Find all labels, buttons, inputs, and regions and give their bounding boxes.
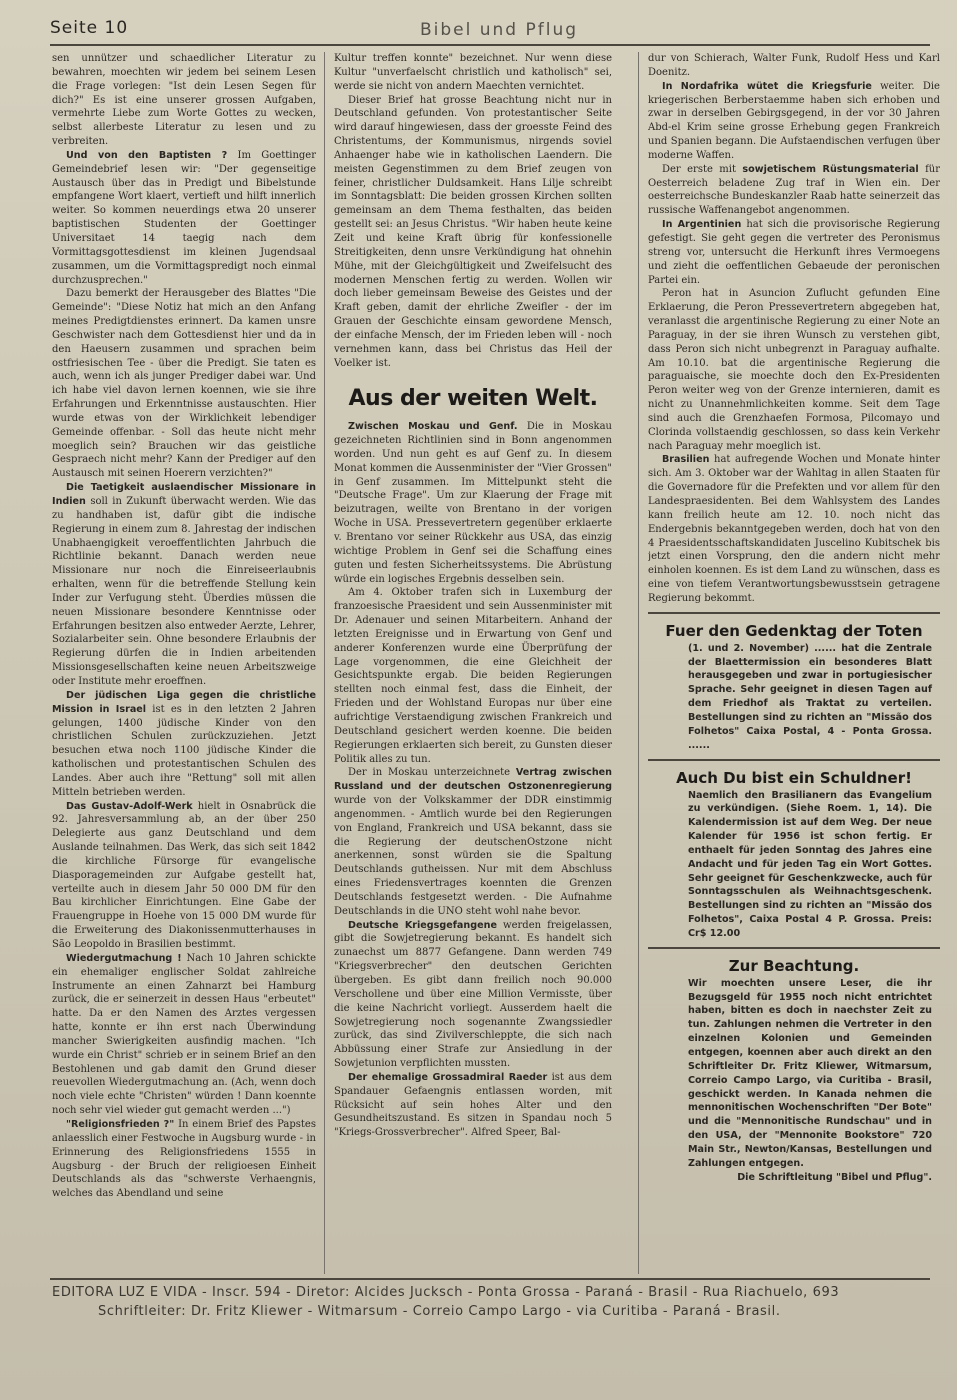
- newspaper-title: Bibel und Pflug: [420, 20, 579, 40]
- article-paragraph: Peron hat in Asuncion Zuflucht gefunden Eine Erklaerung, die Peron Pressevertretern abgegeben hat, veranlasst die argentinische Regierung zu einer Note an Paraguay, in der sie ihren Wunsch zu verstehen gibt, dass Peron sich nicht unbegrenzt in Paraguay aufhalte. Am 10.10. bat die argentinische Regierung die paraguaische, sie moechte doch den Ex-Presidenten Peron weiter weg von der Grenze internieren, damit es nicht zu Unannehmlichkeiten komme. Seit dem Tage sind auch die Grenzhaefen Formosa, Pilcomayo und Clorinda vollstaendig geschlossen, so dass kein Verkehr nach Paraguay mehr moeglich ist.: [648, 288, 940, 452]
- article-heading: "Religionsfrieden ?": [66, 1118, 175, 1130]
- article-heading: Zwischen Moskau und Genf.: [348, 421, 518, 433]
- article-heading: Brasilien: [662, 454, 710, 466]
- article-paragraph: "Religionsfrieden ?" In einem Brief des Papstes anlaesslich einer Festwoche in Augsburg wurde - in Erinnerung des Religionsfriedens 1555 in Augsburg - der Bruch der religioesen Einheit Deutschlands als das "schwerste Verhaengnis, welches das Abendland und seine: [52, 1118, 316, 1200]
- header-rule: [50, 44, 930, 46]
- article-heading: In Nordafrika wütet die Kriegsfurie: [662, 80, 872, 92]
- notice-body: Wir moechten unsere Leser, die ihr Bezugsgeld für 1955 noch nicht entrichtet haben, bitten es doch in naechster Zeit zu tun. Zahlungen nehmen die Vertreter in den einzelnen Kolonien und Gemeinden entgegen, koennen aber auch direkt an den Schriftleiter Dr. Fritz Kliewer, Witmarsum, Correio Campo Largo, via Curitiba - Brasil, geschickt werden. In Kanada nehmen die mennonitischen Wochenschriften "Der Bote" und die "Mennonitische Rundschau" und in den USA, der "Mennonite Bookstore" 720 Main Str., Newton/Kansas, Bestellungen und Zahlungen entgegen.: [688, 977, 932, 1169]
- box-rule: [648, 612, 940, 614]
- notice-body: (1. und 2. November) ...... hat die Zentrale der Blaettermission ein besonderes Blatt herausgegeben und zwar in portugiesischer Sprache. Sehr geeignet in diesen Tagen auf dem Friedhof als Traktat zu verteilen. Bestellungen sind zu richten an "Missão dos Folhetos" Caixa Postal, 4 - Ponta Grossa. ......: [688, 642, 932, 751]
- article-heading: Der ehemalige Grossadmiral Raeder: [348, 1071, 548, 1083]
- article-paragraph: Und von den Baptisten ? Im Goettinger Gemeindebrief lesen wir: "Der gegenseitige Austausch über das in Predigt und Bibelstunde empfangene Wort klaert, vertieft und hilft innerlich weiter. So kommen neuerdings etwa 20 unserer baptistischen Studenten der Goettinger Universitaet 14 taegig nach dem Vormittagsgottesdienst im kleinen Jugendsaal zusammen, um die Vormittagspredigt noch einmal durchzusprechen.": [52, 149, 316, 286]
- article-paragraph: Zwischen Moskau und Genf. Die in Moskau gezeichneten Richtlinien sind in Bonn angenommen worden. Und nun geht es auf Genf zu. In diesem Monat kommen die Aussenminister der "Vier Grossen" in Genf zusammen. Im Mittelpunkt steht die "Deutsche Frage". Um zur Klaerung der Frage mit beizutragen, weilte von Brentano in der vorigen Woche in USA. Pressevertretern gegenüber erklaerte v. Brentano vor seiner Rückkehr aus USA, das einzig wichtige Problem in Genf sei die Schaffung eines guten und festen Sicherheitssystems. Die Abrüstung würde ein logisches Ergebnis desselben sein.: [334, 421, 612, 585]
- notice-title: Zur Beachtung.: [728, 956, 860, 975]
- article-heading: Und von den Baptisten ?: [66, 149, 228, 161]
- article-paragraph: Am 4. Oktober trafen sich in Luxemburg der franzoesische Praesident und sein Aussenminister mit Dr. Adenauer und seinen Mitarbeitern. Anhand der letzten Ereignisse und in Erwartung von Genf und anderer Konferenzen wurde eine Überprüfung der Lage vorgenommen, die eine Gleichheit der Gesichtspunkte ergab. Die beiden Regierungen stellten noch einmal fest, dass die Einheit, der Frieden und der Wohlstand Europas nur über eine aufrichtige Verstaendigung zwischen Frankreich und Deutschland gesichert werden koenne. Die beiden Regierungen erklaerten sich bereit, zu Gunsten dieser Politik alles zu tun.: [334, 587, 612, 765]
- notice-title: Auch Du bist ein Schuldner!: [676, 768, 912, 787]
- article-heading: sowjetischem Rüstungsmaterial: [742, 163, 919, 175]
- notice-box-gedenktag: [648, 622, 940, 753]
- page-number: Seite 10: [50, 18, 129, 38]
- article-paragraph: Brasilien hat aufregende Wochen und Monate hinter sich. Am 3. Oktober war der Wahltag in allen Staaten für die Governadore für die Prefekten und vor allem für den Landespraesidenten. Bei dem Wahlsystem des Landes kann freilich heute am 12. 10. noch nicht das Endergebnis bekanntgegeben werden, doch hat von den 4 Praesidentsschaftskandidaten Juscelino Kubitschek bis jetzt einen Vorsprung, den die andern nicht mehr einholen koennen. Es ist dem Land zu wünschen, dass es eine von tiefem Verantwortungsbewusstsein getragene Regierung bekommt.: [648, 454, 940, 604]
- article-heading: Das Gustav-Adolf-Werk: [66, 800, 193, 812]
- footer-publisher: EDITORA LUZ E VIDA - Inscr. 594 - Diretor: Alcides Jucksch - Ponta Grossa - Paraná - Brasil - Rua Riachuelo, 693: [52, 1285, 840, 1300]
- article-paragraph: Dieser Brief hat grosse Beachtung nicht nur in Deutschland gefunden. Von protestantischer Seite wird darauf hingewiesen, dass der groesste Feind des Christentums, der Kommunismus, nirgends soviel Anhaenger habe wie in katholischen Laendern. Die meisten Gegenstimmen zu dem Brief zeugen von feiner, christlicher Duldsamkeit. Hans Lilje schreibt im Sonntagsblatt: Die beiden grossen Kirchen sollten gemeinsam an dem Thema festhalten, das beiden gestellt sei: an Jesus Christus. "Wir haben heute keine Zeit und keine Kraft übrig für konfessionelle Streitigkeiten, denn unsre Verkündigung hat ohnehin Mühe, mit der Gleichgültigkeit und Zweifelsucht des modernen Menschen fertig zu werden. Wollen wir doch lieber gemeinsam Beweise des Geistes und der Kraft geben, damit der ehrliche Zweifler - der im Grauen der Geschichte einsam gewordene Mensch, der einfache Mensch, der im Frieden leben will - noch vernehmen kann, dass bei Christus das Heil der Voelker ist.: [334, 94, 612, 369]
- article-heading: Der jüdischen Liga gegen die christliche Mission in Israel: [52, 689, 316, 715]
- notice-body: Naemlich den Brasilianern das Evangelium zu verkündigen. (Siehe Roem. 1, 14). Die Kalendermission ist auf dem Weg. Der neue Kalender für 1956 ist schon fertig. Er enthaelt für jeden Sonntag des Jahres eine Andacht und für jeden Tag ein Wort Gottes. Sehr geeignet für Geschenkzwecke, auch für Sonntagsschulen als Weihnachtsgeschenk. Bestellungen sind zu richten an "Missão dos Folhetos", Caixa Postal 4 P. Grossa. Preis: Cr$ 12.00: [688, 789, 932, 939]
- column-2: [334, 52, 612, 1278]
- box-rule: [648, 947, 940, 949]
- column-1: [52, 52, 316, 1278]
- article-paragraph: Der jüdischen Liga gegen die christliche Mission in Israel ist es in den letzten 2 Jahren gelungen, 1400 jüdische Kinder von den christlichen Schulen zurückzuziehen. Jetzt besuchen etwa noch 1100 jüdische Kinder die katholischen und protestantischen Schulen des Landes. Aber auch ihre "Rettung" soll mit allen Mitteln betrieben werden.: [52, 689, 316, 798]
- article-paragraph: Kultur treffen konnte" bezeichnet. Nur wenn diese Kultur "unverfaelscht christlich und katholisch" sei, werde sie nicht von andern Maechten vernichtet.: [334, 53, 612, 92]
- article-paragraph: Der ehemalige Grossadmiral Raeder ist aus dem Spandauer Gefaengnis entlassen worden, mit Rücksicht auf sein hohes Alter und den Gesundheitszustand. Es sitzen in Spandau noch 5 "Kriegs-Grossverbrecher". Alfred Speer, Bal-: [334, 1071, 612, 1139]
- article-paragraph: dur von Schierach, Walter Funk, Rudolf Hess und Karl Doenitz.: [648, 53, 940, 78]
- article-paragraph: Die Taetigkeit auslaendischer Missionare in Indien soll in Zukunft überwacht werden. Wie das zu handhaben ist, dafür gibt die indische Regierung in einem zum 8. Jahrestag der indischen Unabhaengigkeit veroeffentlichten Jahrbuch die Richtlinie bekannt. Danach werden neue Missionare nur noch die Einreiseerlaubnis erhalten, wenn für die betreffende Stellung kein Inder zur Verfugung steht. Überdies müssen die neuen Missionare besondere Kenntnisse oder Erfahrungen besitzen also entweder Aerzte, Lehrer, Sozialarbeiter sein. Ohne besondere Erlaubnis der Regierung dürfen die in Indien arbeitenden Missionsgesellschaften keine neuen Arbeitszweige oder Institute mehr eroeffnen.: [52, 482, 316, 687]
- article-heading: Die Taetigkeit auslaendischer Missionare in Indien: [52, 482, 316, 507]
- article-paragraph: In Argentinien hat sich die provisorische Regierung gefestigt. Sie geht gegen die vertreter des Peronismus streng vor, untersucht die Herkunft ihres Vermoegens und zieht die oeffentlichen Gebaeude der peronischen Partei ein.: [648, 219, 940, 286]
- article-heading: Wiedergutmachung !: [66, 952, 182, 964]
- notice-title: Fuer den Gedenktag der Toten: [665, 621, 923, 640]
- article-paragraph: Dazu bemerkt der Herausgeber des Blattes "Die Gemeinde": "Diese Notiz hat mich an den Anfang meines Predigtdienstes erinnert. Da kamen unsre Geschwister nach dem Gottesdienst hier und da in den Haeusern zusammen und sprachen beim ostfriesischen Tee - über die Predigt. Sie taten es auch, wenn ich als junger Prediger dabei war. Und ich habe viel davon lernen koennen, wie sie ihre Erfahrungen und Erkenntnisse austauschten. Hier wurde etwas von der Wirklichkeit lebendiger Gemeinde offenbar. - Soll das heute nicht mehr moeglich sein? Brauchen wir das geistliche Gespraech nicht mehr? Kann der Prediger auf den Austausch mit seinen Hoerern verzichten?": [52, 288, 316, 480]
- footer-editor: Schriftleiter: Dr. Fritz Kliewer - Witmarsum - Correio Campo Largo - via Curitiba - Paraná - Brasil.: [98, 1304, 781, 1319]
- article-paragraph: Der erste mit sowjetischem Rüstungsmaterial für Oesterreich beladene Zug traf in Wien ein. Der oesterreichsche Bundeskanzler Raab hatte seinerzeit das russische Waffenangebot angenommen.: [648, 163, 940, 217]
- article-paragraph: Wiedergutmachung ! Nach 10 Jahren schickte ein ehemaliger englischer Soldat zahlreiche Instrumente an einen Zahnarzt bei Hamburg zurück, die er seinerzeit in dessen Haus "erbeutet" hatte. Da er den Namen des Arztes vergessen hatte, konnte er ihn erst nach Überwindung mancher Swierigkeiten ausfindig machen. "Ich wurde ein Christ" schrieb er in seinem Brief an den Bestohlenen und gab damit den Grund dieser reuevollen Wiedergutmachung an. (Ach, wenn doch noch viele echte "Christen" würden ! Dann koennte noch sehr viel wieder gut gemacht werden ..."): [52, 952, 316, 1117]
- article-paragraph: Deutsche Kriegsgefangene werden freigelassen, gibt die Sowjetregierung bekannt. Es handelt sich zunaechst um 8877 Gefangene. Dann werden 749 "Kriegsverbrecher" den deutschen Gerichten übergeben. Es gibt dann freilich noch 90.000 Verschollene und über eine Million Vermisste, über die keine Nachricht vorliegt. Ausserdem haelt die Sowjetregierung noch sogenannte Zwangssiedler zurück, das sind Zivilverschleppte, die sich nach Abbüssung einer Strafe zur Ansiedlung in der Sowjetunion verpflichten mussten.: [334, 919, 612, 1070]
- article-paragraph: In Nordafrika wütet die Kriegsfurie weiter. Die kriegerischen Berberstaemme haben sich erhoben und zwar in derselben Gebirgsgegend, in der vor 30 Jahren Abd-el Krim seine grosse Erhebung gegen Frankreich und Spanien begann. Die Aufstaendischen verfugen über moderne Waffen.: [648, 80, 940, 161]
- article-heading: In Argentinien: [662, 219, 742, 231]
- article-paragraph: sen unnützer und schaedlicher Literatur zu bewahren, moechten wir jedem bei seinem Lesen die Frage vorlegen: "Ist dein Lesen Segen für dich?" Es ist eine unserer grossen Aufgaben, vermehrte Liebe zum Worte Gottes zu wecken, selbst allerbeste Literatur zu lesen und zu verbreiten.: [52, 53, 316, 148]
- box-rule: [648, 759, 940, 761]
- notice-box-schuldner: [648, 769, 940, 941]
- section-title: Aus der weiten Welt.: [348, 386, 598, 412]
- article-paragraph: Der in Moskau unterzeichnete Vertrag zwischen Russland und der deutschen Ostzonenregierung wurde von der Volkskammer der DDR einstimmig angenommen. - Amtlich wurde bei den Regierungen von England, Frankreich und USA bekannt, dass sie die Regierung der deutschenOstzone nicht anerkennen, sonst würden sie die Spaltung Deutschlands gutheissen. Nur mit dem Abschluss eines Friedensvertrages koennten die Grenzen Deutschlands festgesetzt werden. - Die Aufnahme Deutschlands in die UNO steht wohl nahe bevor.: [334, 767, 612, 917]
- article-paragraph: Das Gustav-Adolf-Werk hielt in Osnabrück die 92. Jahresversammlung ab, an der über 250 Delegierte aus ganz Deutschland und dem Auslande teilnahmen. Das Werk, das sich seit 1842 die kirchliche Fürsorge für evangelische Diasporagemeinden zur Aufgabe gestellt hat, verteilte auch in diesem Jahr 50 000 DM für den Bau kirchlicher Einrichtungen. Eine Gabe der Frauengruppe in Hoehe von 15 000 DM wurde für die Erweiterung des Diakonissenmutterhauses in São Leopoldo in Brasilien bestimmt.: [52, 800, 316, 950]
- notice-signature: Die Schriftleitung "Bibel und Pflug".: [737, 1171, 932, 1183]
- footer-rule: [50, 1278, 930, 1280]
- article-heading: Deutsche Kriegsgefangene: [348, 919, 497, 931]
- column-divider: [638, 52, 639, 1274]
- column-3: [648, 52, 940, 1278]
- article-heading: Vertrag zwischen Russland und der deutschen Ostzonenregierung: [334, 767, 612, 793]
- column-divider: [324, 52, 325, 1274]
- notice-box-beachtung: [648, 957, 940, 1185]
